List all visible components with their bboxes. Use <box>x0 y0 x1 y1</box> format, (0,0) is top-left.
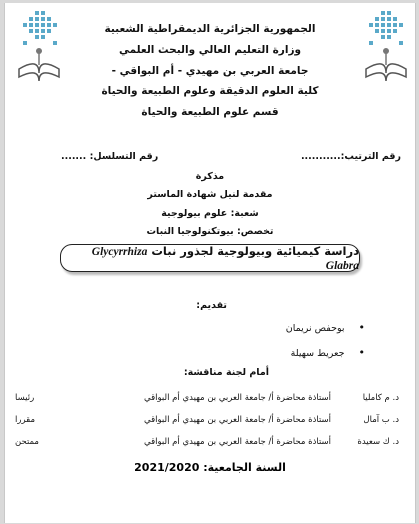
student-item: • بوحفص نريمان <box>286 321 365 334</box>
students-list <box>286 321 365 371</box>
student-item: • جعريط سهيلة <box>286 346 365 359</box>
header-ministry: وزارة التعليم العالي والبحث العلمي <box>118 44 302 56</box>
document-page <box>4 3 416 523</box>
academic-year: السنة الجامعية: 2021/2020 <box>134 461 286 474</box>
jury-member-name: د. ب آمال <box>363 415 399 425</box>
jury-member-name: د. م كامليا <box>362 393 399 403</box>
header-department: قسم علوم الطبيعة والحياة <box>141 106 279 118</box>
thesis-title-box <box>60 244 360 272</box>
thesis-branch: شعبة: علوم بيولوجية <box>161 208 259 219</box>
thesis-title-arabic: دراسة كيميائية وبيولوجية لجذور نبات <box>151 244 359 258</box>
jury-member-position: أستاذة محاضرة أ/ جامعة العربي بن مهيدي أم البواقي <box>144 415 331 425</box>
thesis-title <box>61 244 359 272</box>
jury-member-position: أستاذة محاضرة أ/ جامعة العربي بن مهيدي أم البواقي <box>144 437 331 447</box>
header-republic: الجمهورية الجزائرية الديمقراطية الشعبية <box>104 23 316 35</box>
jury-member-position: أستاذة محاضرة أ/ جامعة العربي بن مهيدي أم البواقي <box>144 393 331 403</box>
header-university: جامعة العربي بن مهيدي - أم البواقي - <box>111 65 309 77</box>
jury-member-role: رئيسا <box>15 393 35 403</box>
presented-label: تقديم: <box>196 300 227 311</box>
thesis-purpose: مقدمة لنيل شهادة الماستر <box>147 189 273 200</box>
jury-row <box>5 415 415 429</box>
jury-member-name: د. ك سعيدة <box>357 437 399 447</box>
thesis-title-latin: Glycyrrhiza Glabra <box>91 246 359 272</box>
jury-member-role: ممتحن <box>15 437 39 447</box>
jury-member-role: مقررا <box>15 415 36 425</box>
header-faculty: كلية العلوم الدقيقة وعلوم الطبيعة والحياة <box>101 85 319 97</box>
order-number: رقم الترتيب:........... <box>300 151 401 162</box>
jury-row <box>5 437 415 451</box>
thesis-type: مذكرة <box>195 171 225 182</box>
jury-heading: أمام لجنة مناقشة: <box>183 367 269 378</box>
serial-number: رقم التسلسل: ....... <box>61 151 159 162</box>
jury-row <box>5 393 415 407</box>
thesis-specialty: تخصص: بيوتكنولوجيا النبات <box>146 226 274 237</box>
